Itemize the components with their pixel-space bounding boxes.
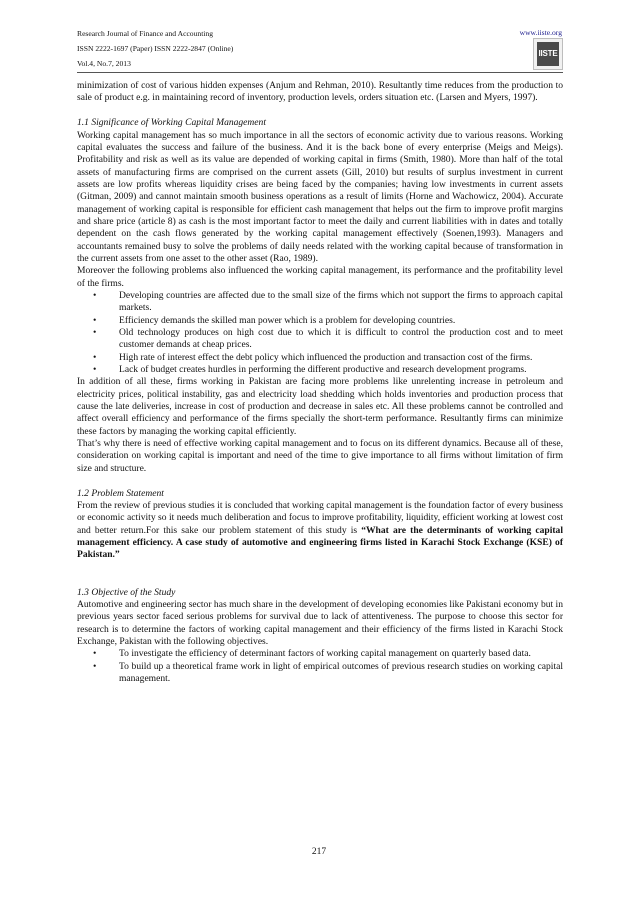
section-1-3-heading: 1.3 Objective of the Study [77,586,176,598]
bullet-icon: • [93,314,97,326]
problems-bullet-list [77,290,563,376]
list-item: • Lack of budget creates hurdles in performing the different productive and research development programs. [93,364,527,376]
bullet-icon: • [93,351,97,363]
section-1-1-paragraph-3: In addition of all these, firms working in Pakistan are facing more problems like unrelenting increase in petroleum and electricity prices, political instability, gas and electricity load shedding which holds inventories and production process that cause the late deliveries, increase in cost of production and decrease in sales etc. All these problems cannot be controlled and affect overall efficiency and performance of the firms specially the short-term performance. Resultantly firms can minimize these factors by managing the working capital efficiently. [77,376,563,437]
header-divider [77,72,563,73]
intro-paragraph: minimization of cost of various hidden expenses (Anjum and Rehman, 2010). Resultantly time reduces from the production to sale of product e.g. in maintaining record of inventory, production levels, orders situation etc. (Larsen and Myers, 1997). [77,80,563,104]
list-item: • Efficiency demands the skilled man power which is a problem for developing countries. [93,314,456,326]
bullet-icon: • [93,290,97,301]
bullet-icon: • [93,327,97,339]
page-number: 217 [311,847,327,857]
iiste-logo-text: IISTE [537,42,559,66]
body-text [77,80,563,685]
section-1-1-paragraph-1: Working capital management has so much importance in all the sectors of economic activity due to various reasons. Working capital evaluates the success and failure of the business. And it is the back bone of every enterprise (Meigs and Meigs). Profitability and risk as well as its value are depended of working capital in firms (Smith, 1980). More than half of the total assets of manufacturing firms are comprised on the current assets (Gill, 2010) but results of surplus investment in current assets are low profits whereas liquidity crises are being faced by the companies; having low investments in current assets (Gitman, 2009) and cannot maintain smooth business operations as a result of limits (Horne and Wachowicz, 2004). Accurate management of working capital is responsible for efficient cash management that helps out the firm to improve profit margins and share price (article 8) as cash is the most important factor to meet the daily and current liabilities with in dates and totally dependent on the cash flows generated by the working capital management effectively (Soenen,1993). Managers and accountants remained busy to solve the problems of daily needs related with the working capital because of transformation in the current assets from one asset to the other asset (Rao, 1989). [77,129,563,264]
journal-name: Research Journal of Finance and Accounting [77,29,214,38]
section-1-2-paragraph: From the review of previous studies it is concluded that working capital management is the foundation factor of every business or economic activity so it needs much deliberation and focus to improve profitability, liquidity, efficient working at lowest cost and better return.For this sake our problem statement of this study is “What are the determinants of working capital management efficiency. A case study of automotive and engineering firms listed in Karachi Stock Exchange (KSE) of Pakistan.” [77,500,563,561]
section-1-3-paragraph: Automotive and engineering sector has much share in the development of developing economies like Pakistani economy but in previous years sector faced serious problems for survival due to lack of attentiveness. The purpose to choose this sector for research is to determine the factors of working capital management and their efficiency of the firms listed in Karachi Stock Exchange, Pakistan with the following objectives. [77,599,563,648]
section-1-1-paragraph-2: Moreover the following problems also influenced the working capital management, its performance and the profitability level of the firms. [77,265,563,289]
iiste-logo [533,38,563,70]
section-1-2-heading: 1.2 Problem Statement [77,487,164,499]
list-item: • To investigate the efficiency of determinant factors of working capital management on quarterly based data. [93,648,531,660]
volume-line: Vol.4, No.7, 2013 [77,59,131,68]
bullet-icon: • [93,648,97,660]
issn-line: ISSN 2222-1697 (Paper) ISSN 2222-2847 (Online) [77,44,234,53]
problem-statement-bold: “What are the determinants of working capital management efficiency. A case study of automotive and engineering firms listed in Karachi Stock Exchange (KSE) of Pakistan.” [77,524,563,561]
list-item: • Old technology produces on high cost due to which it is difficult to control the production cost and to meet customer demands at cheap prices. [93,327,563,351]
bullet-icon: • [93,364,97,376]
objectives-bullet-list [77,648,563,685]
bullet-icon: • [93,660,97,672]
list-item: • High rate of interest effect the debt policy which influenced the production and transaction cost of the firms. [93,351,533,363]
section-1-1-heading: 1.1 Significance of Working Capital Management [77,117,266,129]
list-item: • To build up a theoretical frame work in light of empirical outcomes of previous research studies on working capital management. [93,660,563,685]
section-1-1-paragraph-4: That’s why there is need of effective working capital management and to focus on its different dynamics. Because all of these, consideration on working capital is important and need of the time to give importance to all firms without limitation of firm size and structure. [77,438,563,474]
journal-url-link[interactable]: www.iiste.org [519,28,562,37]
list-item: • Developing countries are affected due to the small size of the firms which not support the firms to approach capital markets. [93,290,563,314]
